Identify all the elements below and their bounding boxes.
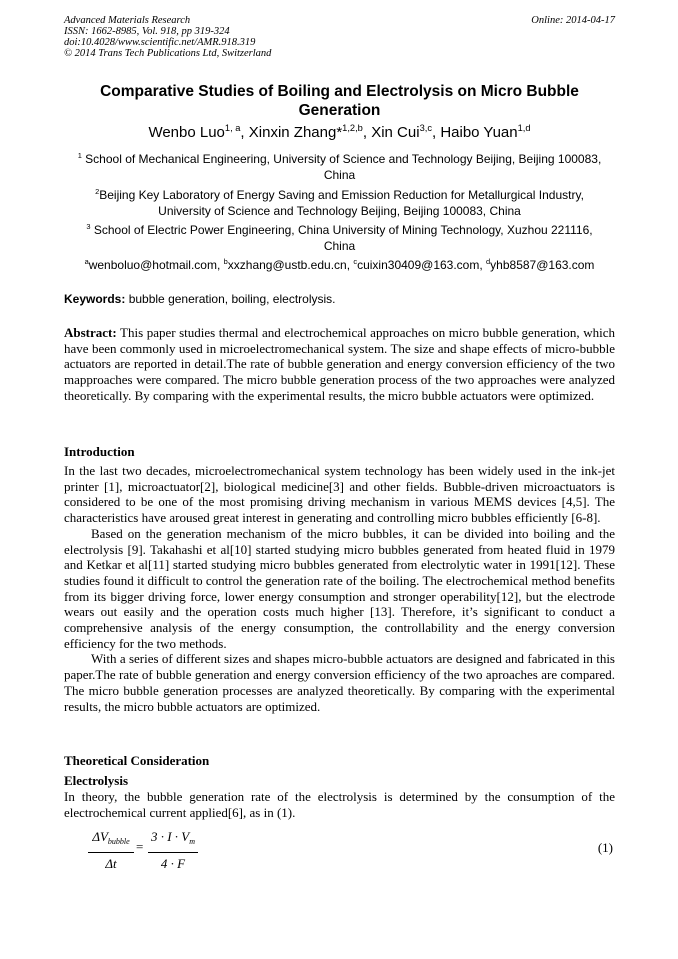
author-affiliation-mark: 1,d [517, 123, 531, 133]
author-separator: , [362, 124, 372, 141]
abstract-label: Abstract: [64, 325, 117, 340]
email-address[interactable]: xxzhang@ustb.edu.cn [227, 258, 347, 272]
doi-line: doi:10.4028/www.scientific.net/AMR.918.319 [64, 37, 256, 48]
equation-number: (1) [597, 840, 613, 855]
abstract [64, 325, 615, 404]
email-mark: a [84, 257, 89, 266]
author-name: Xinxin Zhang* [248, 124, 343, 141]
issn-line: ISSN: 1662-8985, Vol. 918, pp 319-324 [64, 26, 230, 37]
equation-1 [88, 829, 615, 873]
introduction-heading: Introduction [64, 444, 135, 459]
electrolysis-heading: Electrolysis [64, 773, 129, 788]
paragraph: With a series of different sizes and shapes micro-bubble actuators are designed and fabricated in this paper.The rate of bubble generation and energy conversion efficiency of the two aproaches are compared. The micro bubble generation processes are analyzed theoretically. By comparing with the experimental results, the micro bubble actuators are optimized. [64, 651, 615, 714]
email-mark: b [223, 257, 228, 266]
author-list [64, 124, 615, 142]
title-line-1: Comparative Studies of Boiling and Electrolysis on Micro Bubble [100, 83, 579, 100]
online-date: Online: 2014-04-17 [531, 15, 615, 26]
affiliation-line: University of Science and Technology Beijing, Beijing 100083, China [158, 204, 521, 218]
affiliation-line: School of Mechanical Engineering, University of Science and Technology Beijing, Beijing 100083, [81, 152, 602, 166]
equation-lhs-fraction [88, 829, 134, 872]
author-name: Haibo Yuan [440, 124, 518, 141]
equation-lhs-numerator: $\Delta V_{bubble}$ [88, 829, 134, 853]
title-line-2: Generation [298, 102, 381, 119]
keywords-text: bubble generation, boiling, electrolysis. [125, 292, 336, 306]
electrolysis-paragraph: In theory, the bubble generation rate of the electrolysis is determined by the consumption of the electrochemical current applied[6], as in (1). [64, 789, 615, 820]
author-separator: , [240, 124, 249, 141]
author-affiliation-mark: 3,c [419, 123, 432, 133]
paragraph: In the last two decades, microelectromechanical system technology has been widely used in the ink-jet printer [1], microactuator[2], biological medicine[3] and other fields. Bubble-driven microactuators is considered to be one of the most promising driving mechanism in various MEMS devices [4,5]. The characteristics have aroused great interest in generating and controlling micro bubbles efficiently [6-8]. [64, 463, 615, 526]
affiliation-1 [64, 151, 615, 183]
email-separator: , [479, 258, 487, 272]
email-separator: , [216, 258, 224, 272]
affiliation-2 [64, 187, 615, 219]
affiliation-line: School of Electric Power Engineering, China University of Mining Technology, Xuzhou 221116, [90, 223, 593, 237]
author-name: Xin Cui [371, 124, 420, 141]
email-address[interactable]: cuixin30409@163.com [357, 258, 480, 272]
equation-rhs-denominator: 4 · F [160, 856, 186, 871]
email-separator: , [346, 258, 354, 272]
affiliation-mark: 3 [86, 222, 91, 231]
author-affiliation-mark: 1, a [224, 123, 241, 133]
journal-name: Advanced Materials Research [64, 15, 191, 26]
author-affiliation-mark: 1,2,b [342, 123, 363, 133]
paper-title [64, 82, 615, 120]
equation-rhs-fraction [148, 829, 198, 872]
affiliation-line: China [323, 168, 356, 182]
equation-lhs-denominator: Δt [105, 856, 117, 871]
email-list [64, 258, 615, 273]
email-mark: d [486, 257, 491, 266]
author-separator: , [431, 124, 441, 141]
introduction-body [64, 463, 615, 714]
email-address[interactable]: yhb8587@163.com [490, 258, 595, 272]
equation-equals-sign: = [136, 839, 144, 854]
journal-header [64, 15, 615, 59]
affiliation-mark: 2 [95, 187, 100, 196]
keywords-label: Keywords: [64, 292, 126, 306]
email-address[interactable]: wenboluo@hotmail.com [88, 258, 217, 272]
author-name: Wenbo Luo [148, 124, 225, 141]
email-mark: c [353, 257, 358, 266]
affiliation-3 [64, 222, 615, 254]
abstract-text: This paper studies thermal and electrochemical approaches on micro bubble generation, which have been commonly used in microelectromechanical system. The size and shape effects of micro-bubble actuators are reported in detail.The rate of bubble generation and energy conversion efficiency of the two mapproaches were compared. The micro bubble generation process of the two approaches were analyzed theoretically. By comparing with the experimental results, the micro bubble actuators were optimized. [64, 325, 615, 403]
theory-heading: Theoretical Consideration [64, 753, 210, 768]
affiliation-mark: 1 [77, 151, 82, 160]
affiliation-line: China [323, 239, 356, 253]
paragraph: Based on the generation mechanism of the micro bubbles, it can be divided into boiling and the electrolysis [9]. Takahashi et al[10] started studying micro bubbles generated from heated fluid in 1979 and Ketkar et al[11] started studying micro bubbles generated from electrolytic water in 1991[12]. These studies found it difficult to control the generation rate of the boiling. The electrochemical method benefits from its bigger driving force, lower energy consumption and stronger operability[12], but the electrode wears out easily and the operation costs much higher [13]. Therefore, it’s significant to conduct a comprehensive analysis of the energy consumption, the controllability and the energy conversion efficiency for the two methods. [64, 525, 615, 651]
equation-rhs-numerator: $3 \cdot I \cdot V_m$ [148, 829, 198, 853]
copyright-line: © 2014 Trans Tech Publications Ltd, Switzerland [64, 48, 272, 59]
affiliation-line: Beijing Key Laboratory of Energy Saving and Emission Reduction for Metallurgical Industry, [99, 188, 584, 202]
keywords [64, 292, 615, 307]
